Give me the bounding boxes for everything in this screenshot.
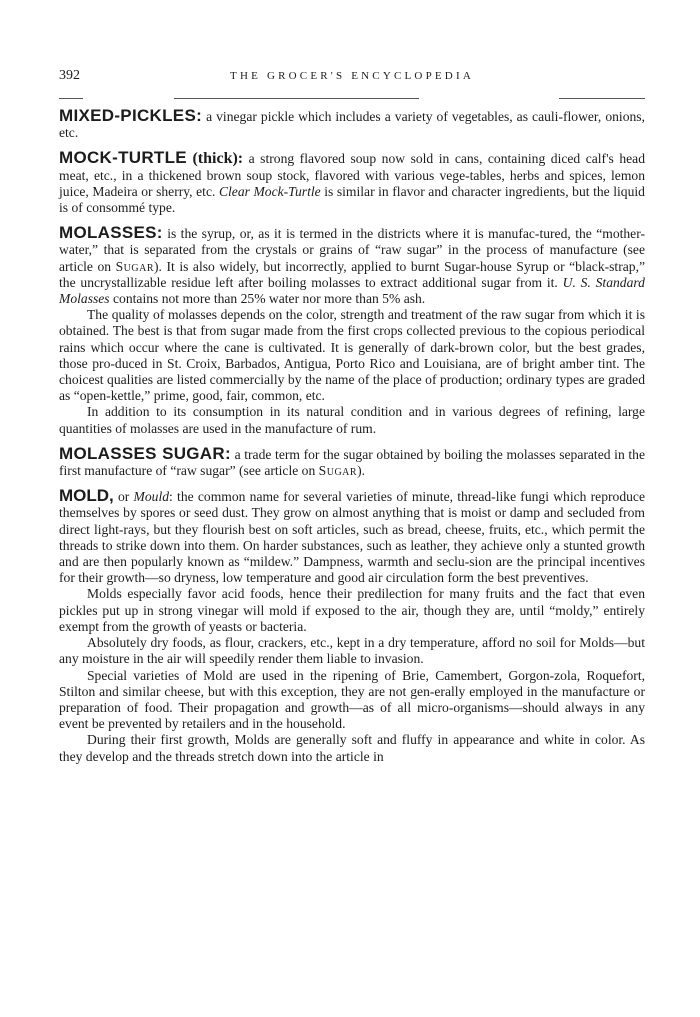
entry-paragraph <box>59 225 645 307</box>
entry-paragraph: Molds especially favor acid foods, hence their predilection for many fruits and the fact that even pickles put up in strong vinegar will mold if exposed to the air, though they are, until “moldy,” entirely exempt from the growth of yeasts or bacteria. <box>59 586 645 634</box>
entry-paragraph: The quality of molasses depends on the color, strength and treatment of the raw sugar from which it is obtained. The best is that from sugar made from the first crops collected previous to the copious periodical rains which occur where the cane is cultivated. It is generally of dark-brown color, but the best grades, those pro-duced in St. Croix, Barbados, Antigua, Porto Rico and Louisiana, are of bright amber tint. The choicest qualities are listed commercially by the name of the place of production; ordinary types are graded as “open-kettle,” prime, good, fair, common, etc. <box>59 307 645 404</box>
definition-text: ). It is also widely, but incorrectly, applied to burnt Sugar-house Syrup or “black-strap,” the uncrystallizable residue left after boiling molasses to extract additional sugar from it. <box>59 258 646 290</box>
italic-term: U. S. Standard Molasses <box>59 274 645 307</box>
italic-term: Clear Mock-Turtle <box>218 183 321 199</box>
italic-term: Mould <box>133 489 170 505</box>
entry-mold <box>59 488 645 764</box>
definition-text: or <box>118 489 130 505</box>
headword: MOLD, <box>59 486 114 506</box>
entry-paragraph: Special varieties of Mold are used in the ripening of Brie, Camembert, Gorgon-zola, Roquefort, Stilton and similar cheese, but with this exception, they are not gen-erally employed in the manufacture or preparation of food. Their propagation and growth—as of all micro-organisms—should always in any event be prevented by retailers and in the household. <box>59 667 645 732</box>
entry-paragraph <box>59 150 645 216</box>
definition-text: : the common name for several varieties of minute, thread-like fungi which reproduce themselves by spores or seed dust. They grow on almost anything that is moist or damp and secluded from direct light-rays, but they flourish best on soft articles, such as bread, cheese, fruits, etc., which permit the threads to strike down into them. On harder substances, such as leather, they achieve only a stunted growth and are then popularly known as “mildew.” Dampness, warmth and seclu-sion are the principal incentives for their growth—so dryness, low temperature and good air circulation form the best preventives. <box>59 489 645 586</box>
headword: MIXED-PICKLES: <box>59 106 203 125</box>
definition-text: a strong flavored soup now sold in cans, containing diced calf's head meat, etc., in a thickened brown soup stock, flavored with various vege-tables, herbs and spices, lemon juice, Madeira or sherry, etc. <box>59 151 645 199</box>
entry-paragraph <box>59 443 645 479</box>
entry-mock-turtle <box>59 150 645 216</box>
entry-paragraph: Absolutely dry foods, as flour, crackers, etc., kept in a dry temperature, afford no soil for Molds—but any moisture in the air will speedily render them liable to invasion. <box>59 635 645 667</box>
cross-reference: Sugar <box>318 463 358 479</box>
headword: MOLASSES: <box>59 223 163 243</box>
header-rule <box>174 98 419 99</box>
entry-mixed-pickles <box>59 108 645 141</box>
cross-reference: Sugar <box>115 258 155 274</box>
entry-molasses <box>59 225 645 437</box>
entry-paragraph <box>59 108 645 141</box>
running-head <box>59 68 645 90</box>
definition-text: ). <box>357 463 366 479</box>
header-rule <box>559 98 645 99</box>
page-number: 392 <box>59 68 80 83</box>
headword: MOLASSES SUGAR: <box>59 443 231 463</box>
definition-text: a trade term for the sugar obtained by boiling the molasses separated in the first manufacture of “raw sugar” (see article on <box>59 446 645 479</box>
definition-text: a vinegar pickle which includes a variety of vegetables, as cauli-flower, onions, etc. <box>59 109 645 141</box>
definition-text: is similar in flavor and character ingredients, but the liquid is of consommé type. <box>59 183 645 216</box>
header-rule <box>59 98 83 99</box>
entry-molasses-sugar <box>59 443 645 479</box>
entry-paragraph: In addition to its consumption in its natural condition and in various degrees of refining, large quantities of molasses are used in the manufacture of rum. <box>59 404 645 436</box>
running-title: THE GROCER'S ENCYCLOPEDIA <box>230 70 474 82</box>
entry-paragraph <box>59 488 645 586</box>
definition-text: contains not more than 25% water nor more than 5% ash. <box>113 291 426 307</box>
book-page <box>59 68 646 764</box>
headword-qualifier: (thick): <box>192 150 244 168</box>
headword: MOCK-TURTLE <box>59 148 187 168</box>
entries <box>59 108 645 774</box>
entry-paragraph: During their first growth, Molds are generally soft and fluffy in appearance and white in color. As they develop and the threads stretch down into the article in <box>59 732 645 764</box>
definition-text: is the syrup, or, as it is termed in the districts where it is manufac-tured, the “mother-water,” that is separated from the crystals or grains of “raw sugar” in the process of manufacture (see article on <box>59 226 646 274</box>
